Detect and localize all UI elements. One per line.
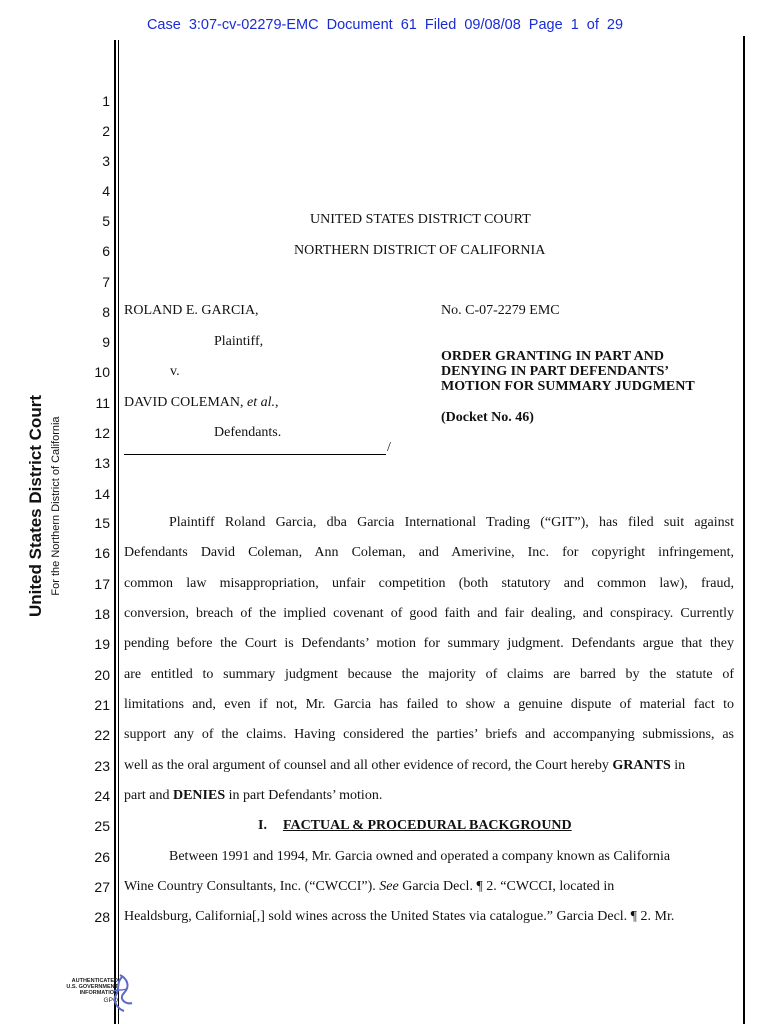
body-text: Wine Country Consultants, Inc. (“CWCCI”). [124, 879, 380, 894]
section-title: FACTUAL & PROCEDURAL BACKGROUND [282, 818, 572, 833]
line-number: 13 [94, 455, 110, 471]
body-line [124, 879, 734, 895]
defendant-comma: , [275, 395, 279, 410]
section-heading [258, 818, 572, 834]
body-line [124, 788, 734, 804]
line-number: 12 [94, 425, 110, 441]
body-text: in [670, 758, 686, 773]
body-text: in part Defendants’ motion. [225, 788, 383, 803]
line-number: 5 [102, 213, 110, 229]
court-heading-line2: NORTHERN DISTRICT OF CALIFORNIA [294, 243, 546, 258]
line-number: 22 [94, 727, 110, 743]
line-number: 19 [94, 636, 110, 652]
defendant-etal: et al. [247, 395, 276, 410]
left-margin-rule-1 [114, 40, 116, 1024]
body-line: limitations and, even if not, Mr. Garcia has failed to show a genuine dispute of material fact to [124, 697, 734, 712]
line-number: 18 [94, 606, 110, 622]
body-text: well as the oral argument of counsel and all other evidence of record, the Court hereby [124, 758, 613, 773]
left-margin-rule-2 [118, 40, 119, 1024]
body-line: pending before the Court is Defendants’ motion for summary judgment. Defendants argue that they [124, 636, 734, 651]
line-number: 2 [102, 123, 110, 139]
gpo-logo-line: INFORMATION [79, 990, 118, 996]
court-sidebar-title: United States District Court [26, 395, 45, 617]
line-number: 28 [94, 909, 110, 925]
line-number: 11 [95, 395, 110, 411]
body-line: Between 1991 and 1994, Mr. Garcia owned and operated a company known as California [169, 849, 671, 864]
gpo-logo-line: GPO [103, 997, 118, 1004]
district-sidebar-title: For the Northern District of California [50, 416, 62, 596]
line-number: 16 [94, 545, 110, 561]
body-line: Plaintiff Roland Garcia, dba Garcia International Trading (“GIT”), has filed suit against [169, 515, 734, 530]
line-number: 4 [102, 183, 110, 199]
gpo-logo-line: AUTHENTICATED [71, 978, 118, 984]
gpo-logo-line: U.S. GOVERNMENT [66, 984, 118, 990]
see-italic: See [379, 879, 399, 894]
defendant-name-text: DAVID COLEMAN, [124, 395, 244, 410]
line-number: 25 [94, 818, 110, 834]
line-number: 26 [94, 849, 110, 865]
body-line [124, 758, 734, 774]
case-header: Case 3:07-cv-02279-EMC Document 61 Filed 09/08/08 Page 1 of 29 [146, 17, 624, 33]
right-margin-rule [743, 36, 745, 1024]
docket-number: (Docket No. 46) [441, 410, 534, 425]
gpo-authentication-logo [44, 975, 134, 1015]
line-number: 9 [102, 334, 110, 350]
denies-bold: DENIES [172, 788, 226, 803]
body-line: are entitled to summary judgment because the majority of claims are barred by the statute of [124, 667, 734, 682]
line-number: 20 [94, 667, 110, 683]
case-number: No. C-07-2279 EMC [441, 303, 560, 318]
line-number: 10 [94, 364, 110, 380]
line-number: 27 [94, 879, 110, 895]
plaintiff-name: ROLAND E. GARCIA, [124, 303, 259, 318]
caption-slash: / [387, 440, 391, 455]
versus: v. [170, 364, 180, 379]
court-heading-line1: UNITED STATES DISTRICT COURT [310, 212, 531, 227]
line-number: 6 [102, 243, 110, 259]
eagle-emblem-icon [106, 973, 136, 1013]
line-number: 14 [94, 486, 110, 502]
line-number: 24 [94, 788, 110, 804]
body-text: Garcia Decl. ¶ 2. “CWCCI, located in [398, 879, 615, 894]
plaintiff-role: Plaintiff, [214, 334, 264, 349]
order-title: ORDER GRANTING IN PART AND DENYING IN PART DEFENDANTS’ MOTION FOR SUMMARY JUDGMENT [441, 349, 695, 394]
body-line: Healdsburg, California[,] sold wines across the United States via catalogue.” Garcia Decl. ¶ 2. Mr. [124, 909, 675, 924]
line-number: 17 [94, 576, 110, 592]
body-line: support any of the claims. Having considered the parties’ briefs and accompanying submissions, as [124, 727, 734, 742]
line-number: 8 [102, 304, 110, 320]
body-text: part and [124, 788, 173, 803]
line-number: 1 [102, 93, 110, 109]
body-line: conversion, breach of the implied covenant of good faith and fair dealing, and conspiracy. Currently [124, 606, 734, 621]
line-number: 7 [102, 274, 110, 290]
line-number: 21 [94, 697, 110, 713]
caption-underline [124, 454, 386, 455]
defendant-name [124, 395, 279, 411]
line-number: 15 [94, 515, 110, 531]
grants-bold: GRANTS [612, 758, 671, 773]
body-line: common law misappropriation, unfair competition (both statutory and common law), fraud, [124, 576, 734, 591]
defendant-role: Defendants. [214, 425, 282, 440]
body-line: Defendants David Coleman, Ann Coleman, and Amerivine, Inc. for copyright infringement, [124, 545, 734, 560]
section-number: I. [258, 818, 267, 833]
line-number: 23 [94, 758, 110, 774]
line-number: 3 [102, 153, 110, 169]
